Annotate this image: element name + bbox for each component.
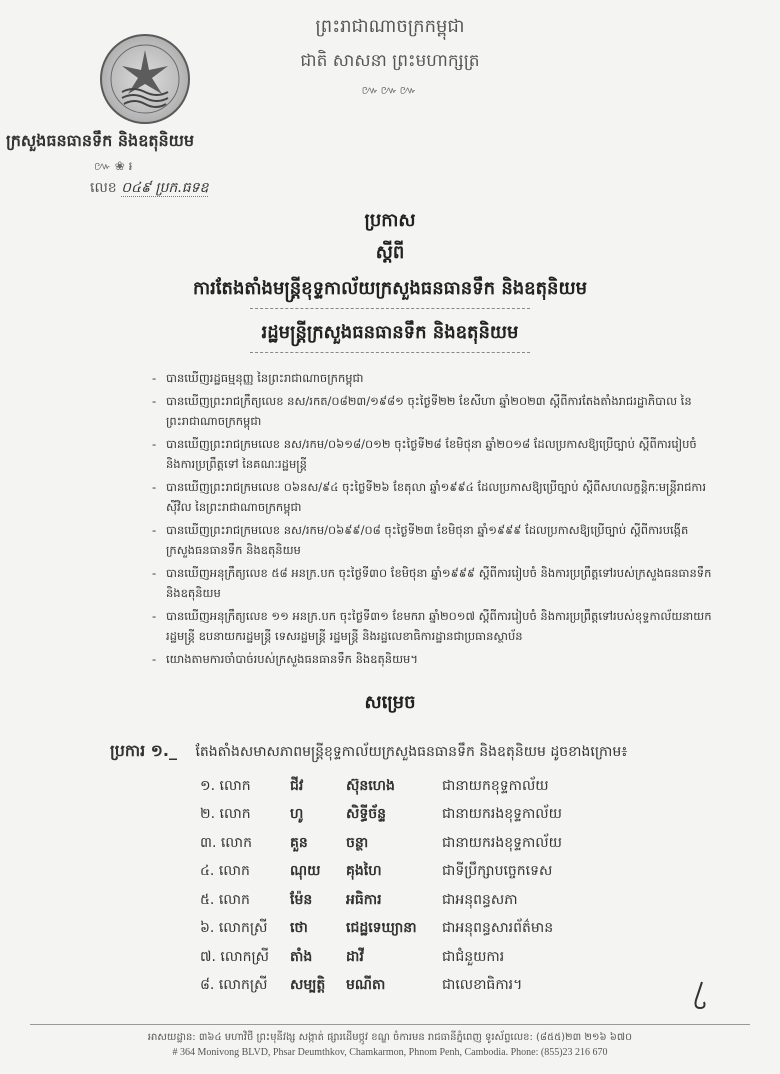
kingdom-title: ព្រះរាជាណាចក្រកម្ពុជា [315,16,465,37]
table-row [200,943,672,972]
member-position: ជានាយករងខុទ្ទកាល័យ [442,806,562,823]
table-row [200,886,672,915]
member-family-name: ថោ [290,920,308,937]
member-position: ជានាយករងខុទ្ទកាល័យ [442,834,562,851]
proclamation-heading: ប្រកាស [364,210,416,231]
member-family-name: ហូ [290,806,304,823]
divider [250,352,530,353]
member-title: ៥. លោក [200,891,250,908]
reference-prefix: លេខ [90,180,117,196]
member-given-name: គុងហៃ [346,863,382,880]
member-position: ជាទីប្រឹក្សាបច្ចេកទេស [442,863,553,880]
list-item: - បានឃើញអនុក្រឹត្យលេខ ១១ អនក្រ.បក ចុះថ្ងៃទី៣១ ខែមករា ឆ្នាំ២០១៧ ស្តីពីការរៀបចំ និងការប្រព្រឹត្តទៅរបស់ខុទ្ទកាល័យនាយករដ្ឋមន្ត្រី ឧបនាយករដ្ឋមន្ត្រី ទេសរដ្ឋមន្ត្រី រដ្ឋមន្ត្រី និងរដ្ឋលេខាធិការដ្ឋានជាប្រធានស្ថាប័ន [152,606,712,646]
list-item: - បានឃើញព្រះរាជក្រមលេខ នស/រកម/០៦១៨/០១២ ចុះថ្ងៃទី២៨ ខែមិថុនា ឆ្នាំ២០១៨ ដែលប្រកាសឱ្យប្រើច្បាប់ ស្តីពីការរៀបចំ និងការប្រព្រឹត្តទៅ នៃគណៈរដ្ឋមន្ត្រី [152,434,712,474]
article-text: តែងតាំងសមាសភាពមន្ត្រីខុទ្ទកាល័យក្រសួងធនធានទឹក និងឧតុនិយម ដូចខាងក្រោម៖ [195,744,628,760]
member-family-name: ម៉ែន [290,891,313,908]
member-title: ៦. លោកស្រី [200,920,268,937]
member-position: ជាជំនួយការ [442,948,505,965]
list-item: - បានឃើញរដ្ឋធម្មនុញ្ញ នៃព្រះរាជាណាចក្រកម្ពុជា [152,368,712,388]
ministry-ornament: ៚ ❀ ៛ [94,159,133,173]
member-given-name: ដាវី [346,948,364,965]
member-position: ជានាយកខុទ្ទកាល័យ [442,777,549,794]
member-given-name: ស៊ុនហេង [346,777,395,794]
member-given-name: សិទ្ធីច័ន្ទ [346,806,386,823]
member-title: ៧. លោកស្រី [200,948,269,965]
member-title: ២. លោក [200,806,251,823]
ministry-seal-logo [100,34,190,124]
article-one [110,740,627,764]
member-given-name: មណីតា [346,977,386,994]
subject-heading: ការតែងតាំងមន្ត្រីខុទ្ទកាល័យក្រសួងធនធានទឹក និងឧតុនិយម [192,278,588,299]
reference-value: ០៤៩ ប្រក.ធទឧ [121,180,209,196]
initial-mark [690,980,710,1014]
national-motto: ជាតិ សាសនា ព្រះមហាក្សត្រ [300,51,480,71]
list-item: - បានឃើញព្រះរាជក្រមលេខ នស/រកម/០៦៩៩/០៨ ចុះថ្ងៃទី២៣ ខែមិថុនា ឆ្នាំ១៩៩៩ ដែលប្រកាសឱ្យប្រើច្បាប់ ស្តីពីការបង្កើតក្រសួងធនធានទឹក និងឧតុនិយម [152,520,712,560]
divider [250,308,530,309]
footer-address-english: # 364 Monivong BLVD, Phsar Deumthkov, Chamkarmon, Phnom Penh, Cambodia. Phone: (855)23 216 670 [172,1047,608,1058]
list-item: - បានឃើញអនុក្រឹត្យលេខ ៥៨ អនក្រ.បក ចុះថ្ងៃទី៣០ ខែមិថុនា ឆ្នាំ១៩៩៩ ស្តីពីការរៀបចំ និងការប្រព្រឹត្តទៅរបស់ក្រសួងធនធានទឹក និងឧតុនិយម [152,563,712,603]
footer-address-khmer: អាសយដ្ឋាន: ៣៦៤ មហាវិថី ព្រះមុនីវង្ស សង្កាត់ ផ្សារដើមថ្កូវ ខណ្ឌ ចំការមន រាជធានីភ្នំពេញ ទូរស័ព្ទលេខ: (៨៥៥)២៣ ២១៦ ៦៧០ [147,1032,633,1043]
reference-number [90,178,208,199]
member-title: ៤. លោក [200,863,250,880]
list-item: - យោងតាមការចាំបាច់របស់ក្រសួងធនធានទឹក និងឧតុនិយម។ [152,649,712,669]
list-item: - បានឃើញព្រះរាជក្រមលេខ ០៦នស/៩៤ ចុះថ្ងៃទី២៦ ខែតុលា ឆ្នាំ១៩៩៤ ដែលប្រកាសឱ្យប្រើច្បាប់ ស្តីពីសហលក្ខន្តិកៈមន្ត្រីរាជការស៊ីវិល នៃព្រះរាជាណាចក្រកម្ពុជា [152,477,712,517]
member-given-name: ជេដ្ឋទេឃ្យានា [346,920,417,937]
table-row [200,858,672,887]
article-label: ប្រការ ១._ [110,741,177,760]
table-row [200,829,672,858]
member-family-name: គួន [290,834,308,851]
member-title: ១. លោក [200,777,251,794]
member-title: ៣. លោក [200,834,252,851]
member-family-name: ណុយ [290,863,321,880]
member-title: ៨. លោកស្រី [200,977,268,994]
motto-ornament: ៚៚៚ [361,83,419,97]
footer-divider [30,1024,750,1025]
member-position: ជាលេខាធិការ។ [442,977,523,994]
ministry-name: ក្រសួងធនធានទឹក និងឧតុនិយម [6,131,195,150]
member-family-name: សម្បត្តិ [290,977,326,994]
member-given-name: ចន្ថា [346,834,369,851]
member-family-name: តាំង [290,948,313,965]
table-row [200,915,672,944]
table-row [200,801,672,830]
member-position: ជាអនុពន្ធសារព័ត៌មាន [442,920,554,937]
member-position: ជាអនុពន្ធសភា [442,891,518,908]
considerations-list [152,368,712,672]
list-item: - បានឃើញព្រះរាជក្រឹត្យលេខ នស/រកត/០៨២៣/១៩៨១ ចុះថ្ងៃទី២២ ខែសីហា ឆ្នាំ២០២៣ ស្តីពីការតែងតាំងរាជរដ្ឋាភិបាល នៃព្រះរាជាណាចក្រកម្ពុជា [152,391,712,431]
members-list [200,772,672,1000]
member-family-name: ជីវ [290,777,304,794]
member-given-name: អធិការ [346,891,382,908]
decision-heading: សម្រេច [364,692,416,713]
issuer-heading: រដ្ឋមន្ត្រីក្រសួងធនធានទឹក និងឧតុនិយម [261,322,519,343]
table-row [200,972,672,1001]
table-row [200,772,672,801]
on-heading: ស្តីពី [375,242,405,263]
